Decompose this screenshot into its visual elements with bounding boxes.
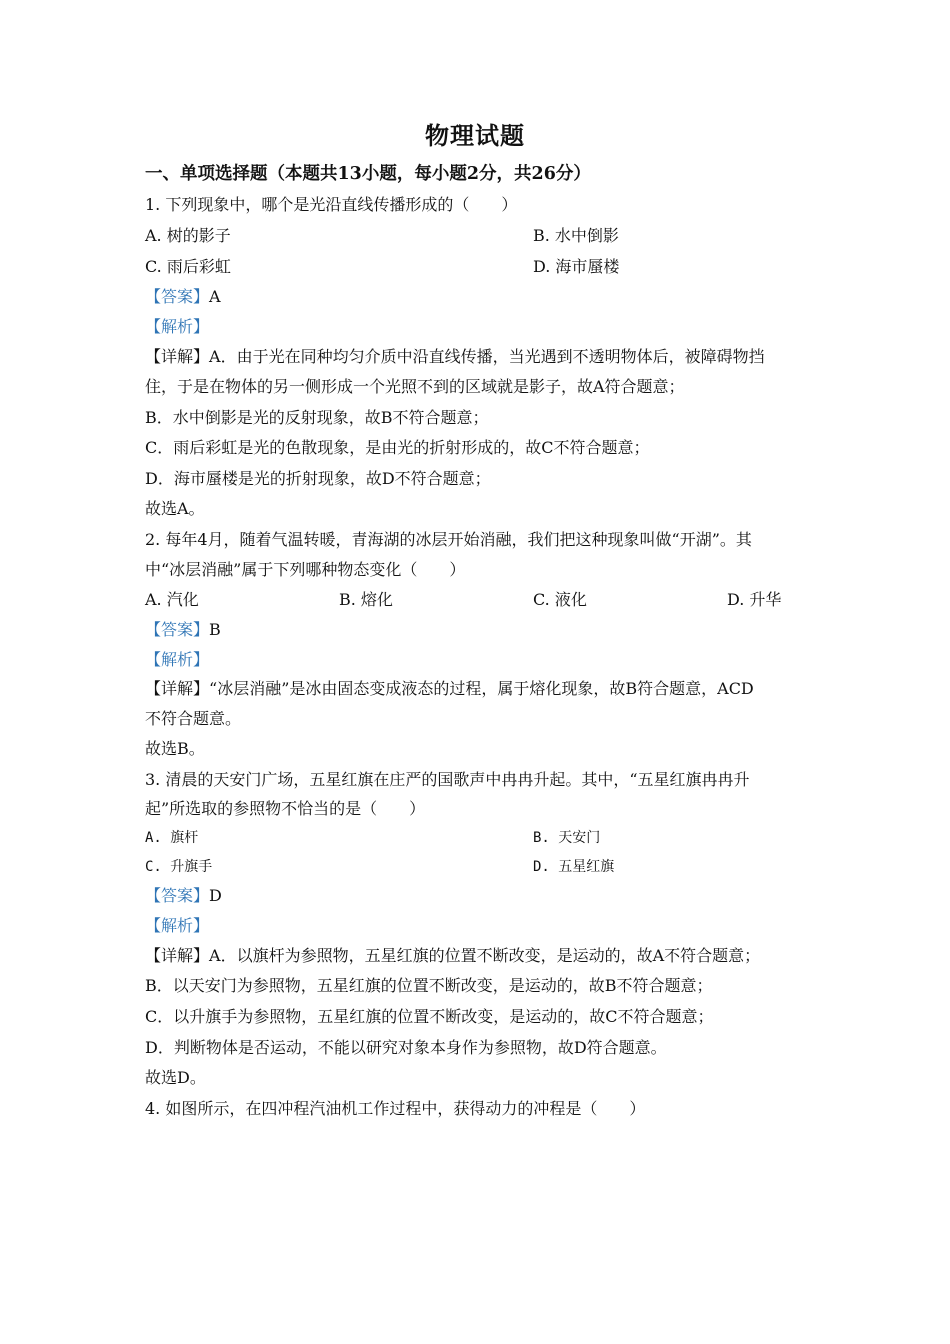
page-title: 物理试题	[425, 121, 525, 150]
q3-conclusion: 故选D。	[145, 1068, 206, 1087]
q2-detail-line: 不符合题意。	[145, 709, 242, 728]
q3-detail-text: A．以旗杆为参照物，五星红旗的位置不断改变，是运动的，故A不符合题意；	[209, 946, 761, 965]
q1-answer	[145, 286, 221, 308]
q2-detail-text: “冰层消融”是冰由固态变成液态的过程，属于熔化现象，故B符合题意，ACD	[209, 679, 754, 698]
q2-analysis-label: 【解析】	[145, 650, 210, 669]
q3-detail-line	[145, 945, 760, 967]
q4-stem: 4. 如图所示，在四冲程汽油机工作过程中，获得动力的冲程是（ ）	[145, 1099, 646, 1118]
q1-detail-line: D．海市蜃楼是光的折射现象，故D不符合题意；	[145, 469, 491, 488]
q2-stem-line: 2. 每年4月，随着气温转暖，青海湖的冰层开始消融，我们把这种现象叫做“开湖”。其	[145, 530, 752, 549]
q2-option-c: C. 液化	[533, 590, 587, 609]
answer-label: 【答案】	[145, 287, 210, 306]
q3-option-a: A. 旗杆	[145, 830, 199, 846]
q3-analysis-label: 【解析】	[145, 916, 210, 935]
q2-option-b: B. 熔化	[339, 590, 393, 609]
q3-option-c: C. 升旗手	[145, 859, 213, 875]
q3-answer	[145, 885, 222, 907]
q1-stem: 1. 下列现象中，哪个是光沿直线传播形成的（ ）	[145, 195, 518, 214]
q3-answer-value: D	[209, 886, 222, 905]
detail-label: 【详解】	[145, 347, 210, 366]
q1-option-a: A. 树的影子	[145, 226, 231, 245]
q1-detail-line: B．水中倒影是光的反射现象，故B不符合题意；	[145, 408, 489, 427]
q2-option-a: A. 汽化	[145, 590, 199, 609]
q1-conclusion: 故选A。	[145, 499, 205, 518]
q2-option-d: D. 升华	[727, 590, 782, 609]
q1-option-b: B. 水中倒影	[533, 226, 619, 245]
q1-detail-line	[145, 346, 765, 368]
q2-conclusion: 故选B。	[145, 739, 205, 758]
q1-detail-line: C．雨后彩虹是光的色散现象，是由光的折射形成的，故C不符合题意；	[145, 438, 650, 457]
q1-detail-line: 住，于是在物体的另一侧形成一个光照不到的区域就是影子，故A符合题意；	[145, 377, 685, 396]
q3-detail-line: C．以升旗手为参照物，五星红旗的位置不断改变，是运动的，故C不符合题意；	[145, 1007, 714, 1026]
q2-answer-value: B	[209, 620, 221, 639]
q3-stem-line: 起”所选取的参照物不恰当的是（ ）	[145, 799, 426, 818]
q3-detail-line: B．以天安门为参照物，五星红旗的位置不断改变，是运动的，故B不符合题意；	[145, 976, 713, 995]
answer-label: 【答案】	[145, 886, 210, 905]
q3-option-b: B. 天安门	[533, 830, 601, 846]
q3-option-d: D. 五星红旗	[533, 859, 615, 875]
detail-label: 【详解】	[145, 946, 210, 965]
q1-analysis-label: 【解析】	[145, 317, 210, 336]
q2-stem-line: 中“冰层消融”属于下列哪种物态变化（ ）	[145, 560, 466, 579]
q3-stem-line: 3. 清晨的天安门广场，五星红旗在庄严的国歌声中冉冉升起。其中，“五星红旗冉冉升	[145, 770, 750, 789]
q2-detail-line	[145, 678, 754, 700]
section-heading: 一、单项选择题（本题共13小题，每小题2分，共26分）	[145, 164, 591, 184]
q3-detail-line: D．判断物体是否运动，不能以研究对象本身作为参照物，故D符合题意。	[145, 1038, 667, 1057]
detail-label: 【详解】	[145, 679, 210, 698]
q1-detail-text: A．由于光在同种均匀介质中沿直线传播，当光遇到不透明物体后，被障碍物挡	[209, 347, 765, 366]
q1-option-d: D. 海市蜃楼	[533, 257, 620, 276]
answer-label: 【答案】	[145, 620, 210, 639]
q1-option-c: C. 雨后彩虹	[145, 257, 231, 276]
q2-answer	[145, 619, 221, 641]
q1-answer-value: A	[209, 287, 221, 306]
